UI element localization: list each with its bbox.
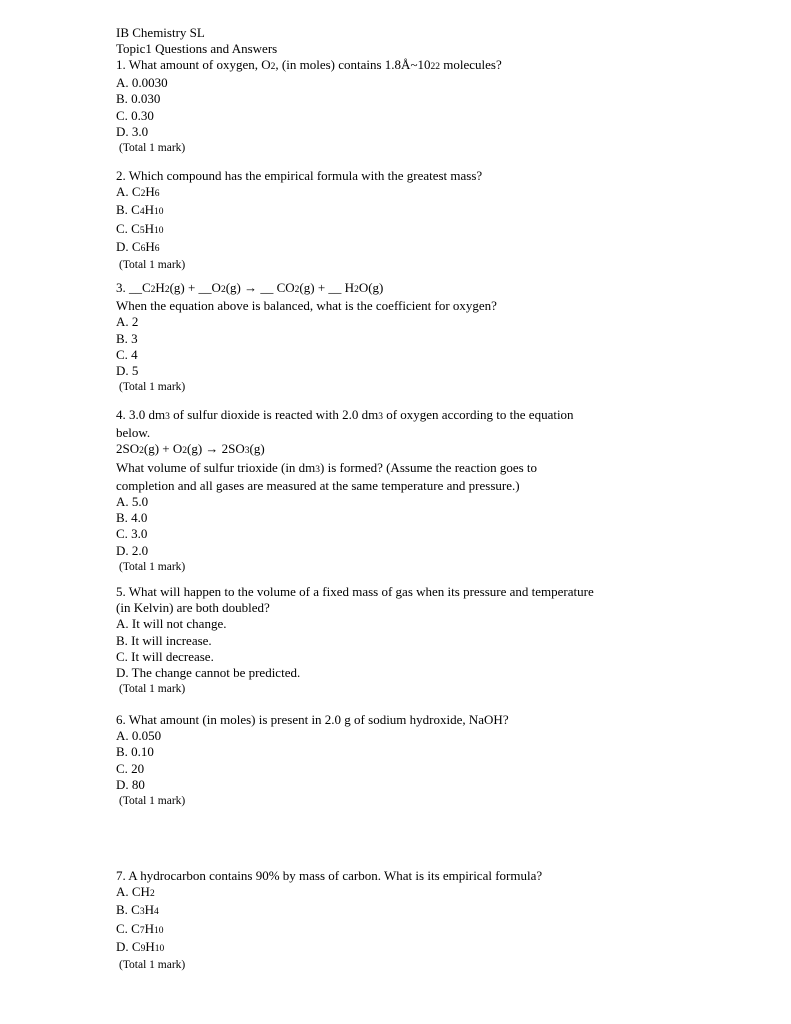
option-a: A. 5.0	[116, 494, 149, 510]
mark-total: (Total 1 mark)	[119, 381, 186, 394]
equation-subscript: 2	[294, 285, 300, 295]
question-6	[116, 712, 756, 809]
question-3	[116, 280, 756, 395]
stem-part: ) is formed? (Assume the reaction goes to	[320, 459, 538, 475]
formula-subscript: 7	[139, 925, 145, 936]
formula-part: A. CH	[116, 884, 150, 900]
option-a: A. 0.0030	[116, 75, 168, 91]
equation-subscript: 2	[150, 285, 156, 295]
formula-subscript: 10	[153, 207, 164, 218]
equation-subscript: 2	[164, 285, 170, 295]
equation-part: (g)	[249, 441, 265, 457]
option-d: D. 5	[116, 363, 139, 379]
question-4-stem-line-4: completion and all gases are measured at the same temperature and pressure.)	[116, 477, 520, 493]
option-d	[116, 939, 756, 957]
option-a	[116, 884, 756, 902]
unit-exponent: 3	[165, 412, 170, 422]
question-2-stem: 2. Which compound has the empirical formula with the greatest mass?	[116, 168, 483, 183]
option-d: D. 80	[116, 776, 145, 792]
equation-part: 3. __C	[116, 280, 151, 295]
formula-subscript: 6	[154, 189, 160, 200]
q1-stem-part: molecules?	[439, 57, 502, 72]
formula-subscript: 6	[140, 243, 146, 254]
formula-part: H	[145, 938, 155, 954]
formula-subscript: 4	[139, 207, 145, 218]
option-b	[116, 902, 756, 920]
formula-part: B. C	[116, 202, 140, 218]
equation-part: H	[155, 280, 165, 295]
equation-part: (g) → 2SO	[187, 441, 245, 457]
formula-subscript: 2	[140, 189, 146, 200]
option-c	[116, 921, 756, 939]
formula-part: H	[145, 238, 155, 254]
formula-subscript: 6	[154, 243, 160, 254]
q1-stem-part: 1. What amount of oxygen, O	[116, 57, 271, 72]
equation-subscript: 2	[354, 285, 359, 295]
question-6-stem: 6. What amount (in moles) is present in 2.0 g of sodium hydroxide, NaOH?	[116, 712, 509, 727]
question-4-stem-line-2: below.	[116, 425, 151, 441]
formula-part: H	[144, 202, 154, 218]
stem-part: 4. 3.0 dm	[116, 407, 166, 422]
formula-part: C. C	[116, 220, 140, 236]
question-5-stem-line-2: (in Kelvin) are both doubled?	[116, 600, 270, 616]
formula-subscript: 5	[139, 225, 145, 236]
option-a	[116, 184, 756, 202]
mark-total: (Total 1 mark)	[119, 560, 186, 573]
option-d: D. The change cannot be predicted.	[116, 665, 301, 681]
equation-subscript: 2	[220, 285, 226, 295]
option-c: C. 20	[116, 760, 145, 776]
formula-part: H	[144, 220, 154, 236]
equation-part: (g) + O	[143, 441, 183, 457]
question-5	[116, 584, 756, 697]
stem-part: of sulfur dioxide is reacted with 2.0 dm	[169, 407, 379, 422]
mark-total: (Total 1 mark)	[119, 259, 186, 272]
equation-subscript: 2	[182, 446, 188, 457]
option-b: B. 0.030	[116, 91, 161, 107]
question-5-stem-line-1: 5. What will happen to the volume of a fixed mass of gas when its pressure and temperature	[116, 584, 594, 599]
q1-exponent: 22	[430, 62, 440, 72]
question-7	[116, 868, 756, 973]
unit-exponent: 3	[378, 412, 383, 422]
formula-subscript: 4	[153, 907, 159, 918]
stem-part: of oxygen according to the equation	[382, 407, 574, 422]
formula-part: D. C	[116, 938, 141, 954]
option-b: B. 0.10	[116, 744, 154, 760]
formula-part: H	[144, 920, 154, 936]
formula-subscript: 10	[153, 925, 164, 936]
option-b: B. 3	[116, 330, 138, 346]
option-d	[116, 239, 756, 257]
question-1	[116, 57, 756, 156]
document-subtitle: Topic1 Questions and Answers	[116, 41, 278, 57]
equation-subscript: 3	[244, 446, 250, 457]
question-3-stem: When the equation above is balanced, what is the coefficient for oxygen?	[116, 298, 497, 314]
mark-total: (Total 1 mark)	[119, 795, 186, 808]
equation-part: 2SO	[116, 441, 140, 457]
course-title: IB Chemistry SL	[116, 25, 205, 40]
formula-subscript: 10	[154, 943, 165, 954]
option-c: C. 3.0	[116, 526, 148, 542]
mark-total: (Total 1 mark)	[119, 142, 186, 155]
option-a: A. It will not change.	[116, 616, 227, 632]
equation-subscript: 2	[139, 446, 144, 457]
option-c: C. 4	[116, 346, 138, 362]
option-c: C. It will decrease.	[116, 648, 214, 664]
option-b: B. It will increase.	[116, 632, 212, 648]
option-d: D. 3.0	[116, 123, 149, 139]
question-1-stem	[116, 57, 756, 75]
question-7-stem: 7. A hydrocarbon contains 90% by mass of carbon. What is its empirical formula?	[116, 868, 543, 883]
question-4-stem-line-1	[116, 407, 756, 425]
document-header	[116, 25, 756, 57]
formula-part: B. C	[116, 902, 140, 918]
q1-subscript: 2	[270, 62, 276, 72]
equation-part: (g) + __O	[169, 280, 221, 295]
question-4	[116, 407, 756, 575]
formula-subscript: 2	[149, 889, 155, 900]
option-c: C. 0.30	[116, 107, 154, 123]
option-b	[116, 202, 756, 220]
mark-total: (Total 1 mark)	[119, 683, 186, 696]
equation-part: (g) → __ CO	[225, 280, 295, 295]
question-2	[116, 168, 756, 273]
equation-part: O(g)	[358, 280, 384, 295]
question-4-stem-line-3	[116, 460, 756, 478]
question-3-equation	[116, 280, 756, 298]
mark-total: (Total 1 mark)	[119, 959, 186, 972]
formula-part: C. C	[116, 920, 140, 936]
option-d: D. 2.0	[116, 542, 149, 558]
formula-subscript: 10	[153, 225, 164, 236]
formula-part: A. C	[116, 184, 141, 200]
formula-part: D. C	[116, 238, 141, 254]
option-a: A. 2	[116, 314, 139, 330]
q1-stem-part: , (in moles) contains 1.8Å~10	[275, 57, 431, 72]
option-a: A. 0.050	[116, 728, 162, 744]
option-b: B. 4.0	[116, 510, 148, 526]
formula-part: H	[144, 902, 154, 918]
formula-subscript: 3	[139, 907, 145, 918]
option-c	[116, 221, 756, 239]
formula-part: H	[145, 184, 155, 200]
stem-part: What volume of sulfur trioxide (in dm	[116, 459, 316, 475]
question-4-equation	[116, 441, 756, 459]
unit-exponent: 3	[315, 464, 321, 475]
equation-part: (g) + __ H	[299, 280, 355, 295]
formula-subscript: 9	[140, 943, 146, 954]
